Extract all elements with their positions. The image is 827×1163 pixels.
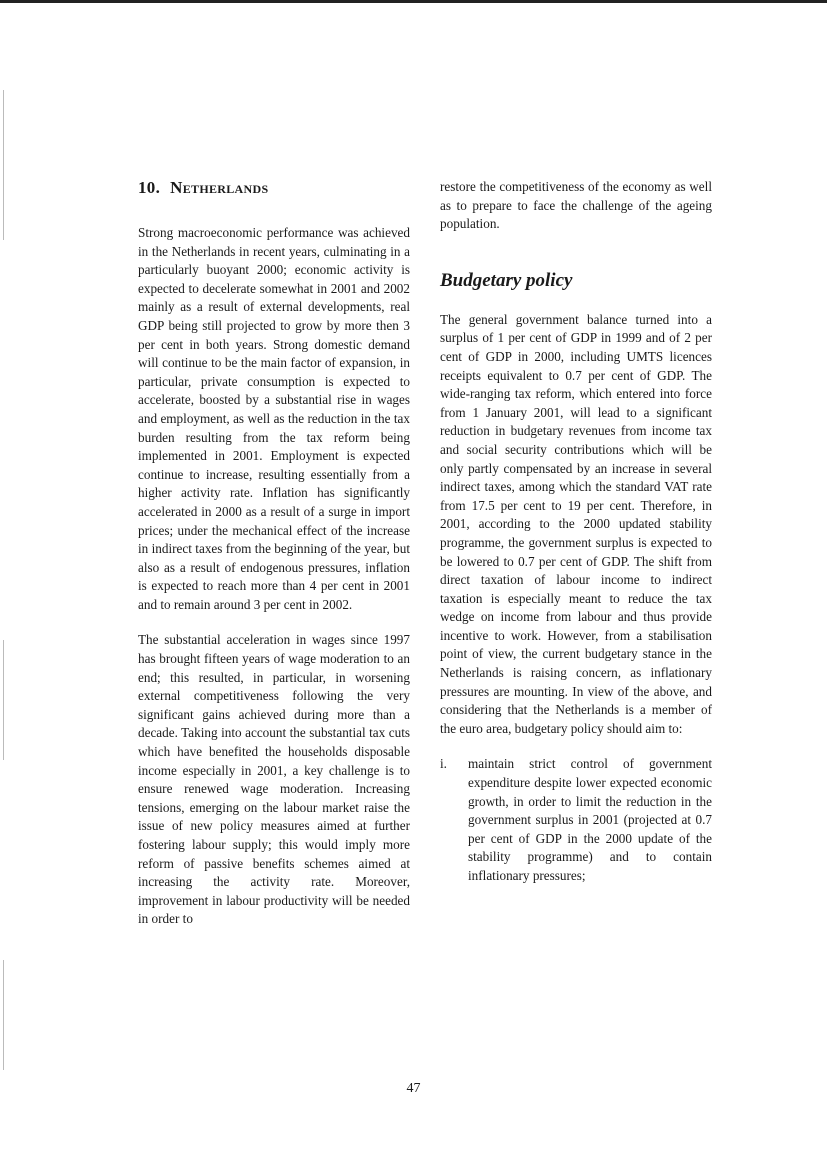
paragraph-continuation: restore the competitiveness of the economy as well as to prepare to face the challenge of the ageing population.: [440, 179, 712, 232]
scan-edge-mark: [3, 640, 4, 760]
paragraph-macroeconomic-performance: Strong macroeconomic performance was achieved in the Netherlands in recent years, culminating in a particularly buoyant 2000; economic activity is expected to decelerate somewhat in 2001 and 2002 mainly as a result of external developments, real GDP being still projected to grow by more then 3 per cent in both years. Strong domestic demand will continue to be the main factor of expansion, in particular, private consumption is expected to accelerate, boosted by a substantial rise in wages and employment, as well as the reduction in the tax burden resulting from the tax reform being implemented in 2001. Employment is expected continue to increase, resulting essentially from a higher activity rate. Inflation has significantly accelerated in 2000 as a result of a surge in import prices; under the mechanical effect of the increase in indirect taxes from the beginning of the year, but also as a result of endogenous pressures, inflation is expected to reach more than 4 per cent in 2001 and to remain around 3 per cent in 2002.: [138, 225, 410, 612]
scan-edge-mark: [3, 960, 4, 1070]
left-column: [138, 178, 410, 946]
top-border-rule: [0, 0, 827, 3]
section-title: Netherlands: [170, 178, 269, 197]
list-item-text: maintain strict control of government expenditure despite lower expected economic growth, in order to limit the reduction in the government surplus in 2001 (projected at 0.7 per cent of GDP in the 2000 update of the stability programme) and to contain inflationary pressures;: [468, 756, 712, 883]
subheading-budgetary-policy: Budgetary policy: [440, 269, 573, 291]
list-item: [440, 755, 712, 885]
scan-edge-mark: [3, 90, 4, 240]
paragraph-wage-acceleration: The substantial acceleration in wages since 1997 has brought fifteen years of wage moderation to an end; this resulted, in particular, in worsening external competitiveness following the very significant gains achieved during more than a decade. Taking into account the substantial tax cuts which have benefited the households disposable income especially in 2001, a key challenge is to ensure renewed wage moderation. Increasing tensions, emerging on the labour market raise the issue of new policy measures aimed at further fostering labour supply; this would imply more reform of passive benefits schemes aimed at increasing the activity rate. Moreover, improvement in labour productivity will be needed in order to: [138, 632, 410, 927]
section-heading: [138, 178, 410, 198]
section-number: 10.: [138, 178, 161, 197]
right-column: [440, 178, 712, 886]
paragraph-budgetary-policy: The general government balance turned into a surplus of 1 per cent of GDP in 1999 and of 2 per cent of GDP in 2000, including UMTS licences receipts equivalent to 0.7 per cent of GDP. The wide-ranging tax reform, which entered into force from 1 January 2001, will lead to a significant reduction in budgetary revenues from income tax and social security contributions which will be only partly compensated by an increase in several indirect taxes, among which the standard VAT rate from 17.5 per cent to 19 per cent. Therefore, in 2001, according to the 2000 updated stability programme, the government surplus is expected to be lowered to 0.7 per cent of GDP. The shift from direct taxation of labour income to indirect taxation is especially meant to reduce the tax wedge on income from labour and thus provide incentive to work. However, from a stabilisation point of view, the current budgetary stance in the Netherlands is raising concern, as inflationary pressures are mounting. In view of the above, and considering that the Netherlands is a member of the euro area, budgetary policy should aim to:: [440, 311, 712, 736]
page-number: 47: [406, 1081, 421, 1096]
list-marker: i.: [440, 756, 447, 772]
